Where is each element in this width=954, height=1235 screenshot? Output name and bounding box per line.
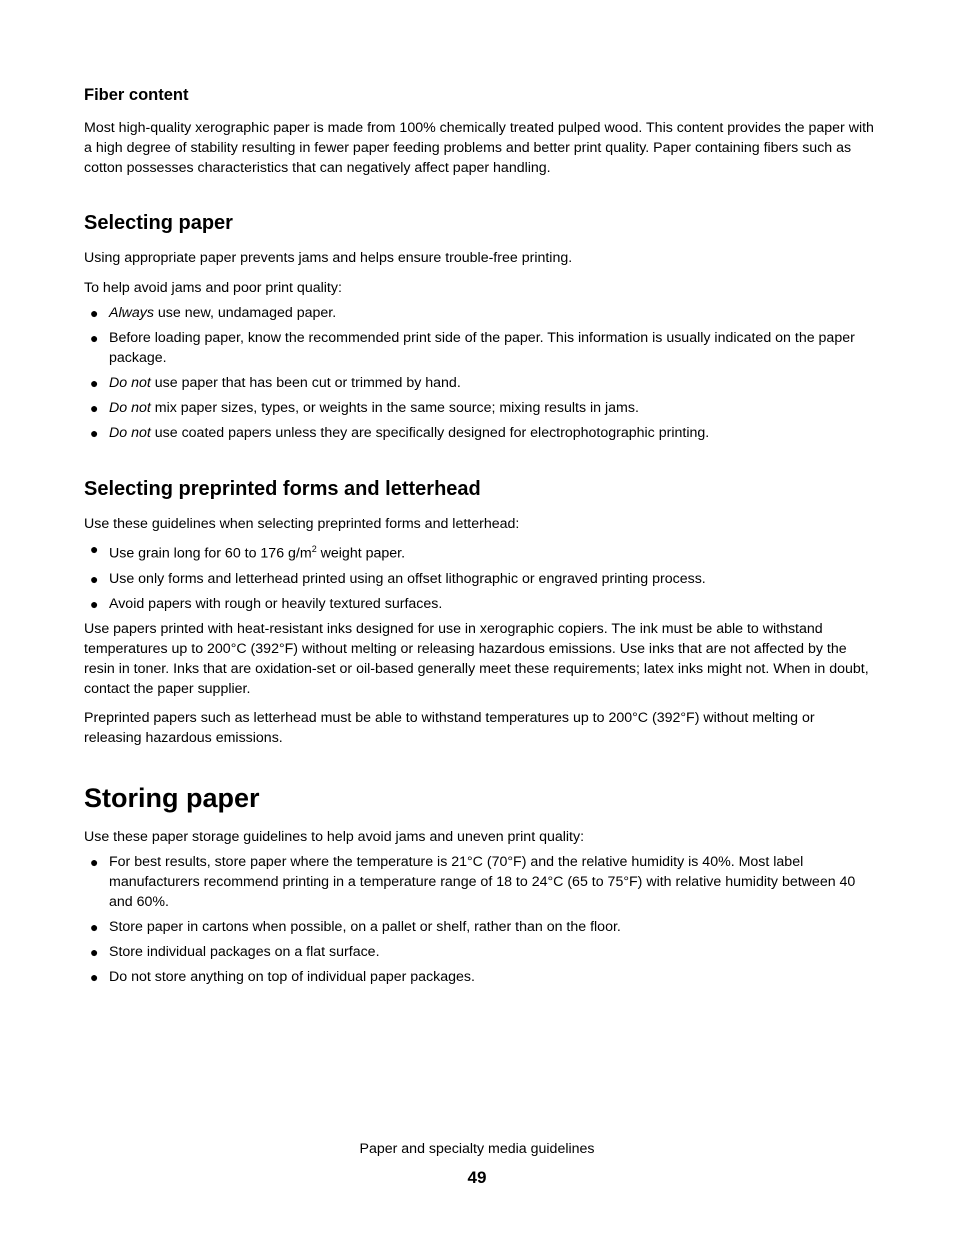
list-item-text: Before loading paper, know the recommended print side of the paper. This information is usually indicated on the paper package.: [109, 330, 855, 366]
list-preprinted-guidelines: [84, 539, 874, 619]
list-item-text: use new, undamaged paper.: [153, 305, 337, 321]
heading-fiber-content: Fiber content: [84, 86, 189, 104]
bullet-icon: ●: [90, 305, 99, 321]
list-item: [84, 569, 874, 589]
heading-selecting-paper: Selecting paper: [84, 212, 233, 234]
paragraph-selecting-intro: Using appropriate paper prevents jams and helps ensure trouble-free printing.: [84, 250, 573, 266]
list-item: [84, 373, 874, 393]
list-item-text: Use only forms and letterhead printed using an offset lithographic or engraved printing process.: [109, 570, 706, 587]
emphasis: Do not: [109, 425, 151, 441]
bullet-icon: ●: [90, 570, 99, 587]
emphasis: Do not: [109, 400, 151, 416]
bullet-icon: ●: [90, 595, 99, 612]
list-item-text: use coated papers unless they are specifically designed for electrophotographic printing.: [150, 425, 710, 441]
list-item-text: Use grain long for 60 to 176 g/m: [109, 545, 312, 562]
list-item: [84, 852, 874, 912]
paragraph-heat-resistant-inks: Use papers printed with heat-resistant inks designed for use in xerographic copiers. The ink must be able to withstand temperatures up to 200°C (392°F) without melting or releasing hazardous emissions. Use inks that are not affected by the resin in toner. Inks that are oxidation-set or oil-based generally meet these requirements; latex inks might not. When in doubt, contact the paper supplier.: [84, 621, 869, 697]
list-item: [84, 539, 874, 564]
list-selecting-tips: [84, 303, 874, 448]
paragraph-fiber-content: Most high-quality xerographic paper is made from 100% chemically treated pulped wood. This content provides the paper with a high degree of stability resulting in fewer paper feeding problems and better print quality. Paper containing fibers such as cotton possesses characteristics that can negatively affect paper handling.: [84, 120, 874, 176]
bullet-icon: ●: [90, 969, 99, 985]
list-item-text: Store individual packages on a flat surface.: [109, 944, 380, 960]
bullet-icon: ●: [90, 375, 99, 391]
list-item-text: weight paper.: [316, 545, 406, 562]
paragraph-preprinted-intro: Use these guidelines when selecting preprinted forms and letterhead:: [84, 516, 520, 532]
list-item: [84, 917, 874, 937]
heading-storing-paper: Storing paper: [84, 783, 260, 813]
bullet-icon: ●: [90, 425, 99, 441]
bullet-icon: ●: [90, 330, 99, 346]
list-item-text: use paper that has been cut or trimmed by hand.: [150, 375, 461, 391]
list-item: [84, 398, 874, 418]
paragraph-selecting-lead: To help avoid jams and poor print quality:: [84, 280, 342, 296]
bullet-icon: ●: [90, 854, 99, 870]
bullet-icon: ●: [90, 400, 99, 416]
list-item-text: Store paper in cartons when possible, on a pallet or shelf, rather than on the floor.: [109, 919, 621, 935]
bullet-icon: ●: [90, 541, 99, 557]
list-item-text: Avoid papers with rough or heavily textured surfaces.: [109, 595, 443, 612]
list-item-text: For best results, store paper where the temperature is 21°C (70°F) and the relative humidity is 40%. Most label manufacturers recommend printing in a temperature range of 18 to 24°C (65 to 75°F) with relative humidity between 40 and 60%.: [109, 854, 856, 910]
list-item: [84, 303, 874, 323]
list-storing-guidelines: [84, 852, 874, 992]
bullet-icon: ●: [90, 919, 99, 935]
list-item-text: Do not store anything on top of individual paper packages.: [109, 969, 475, 985]
list-item-text: mix paper sizes, types, or weights in the same source; mixing results in jams.: [150, 400, 639, 416]
bullet-icon: ●: [90, 944, 99, 960]
list-item: [84, 942, 874, 962]
paragraph-storing-intro: Use these paper storage guidelines to help avoid jams and uneven print quality:: [84, 829, 585, 845]
footer-title: Paper and specialty media guidelines: [359, 1141, 595, 1157]
list-item: [84, 594, 874, 614]
list-item: [84, 423, 874, 443]
list-item: [84, 328, 874, 368]
paragraph-letterhead-temperature: Preprinted papers such as letterhead must be able to withstand temperatures up to 200°C (392°F) without melting or releasing hazardous emissions.: [84, 710, 815, 746]
emphasis: Always: [109, 305, 154, 321]
list-item: [84, 967, 874, 987]
emphasis: Do not: [109, 375, 151, 391]
superscript: 2: [311, 544, 317, 554]
page-number: 49: [467, 1168, 487, 1187]
heading-preprinted-forms: Selecting preprinted forms and letterhead: [84, 478, 481, 500]
